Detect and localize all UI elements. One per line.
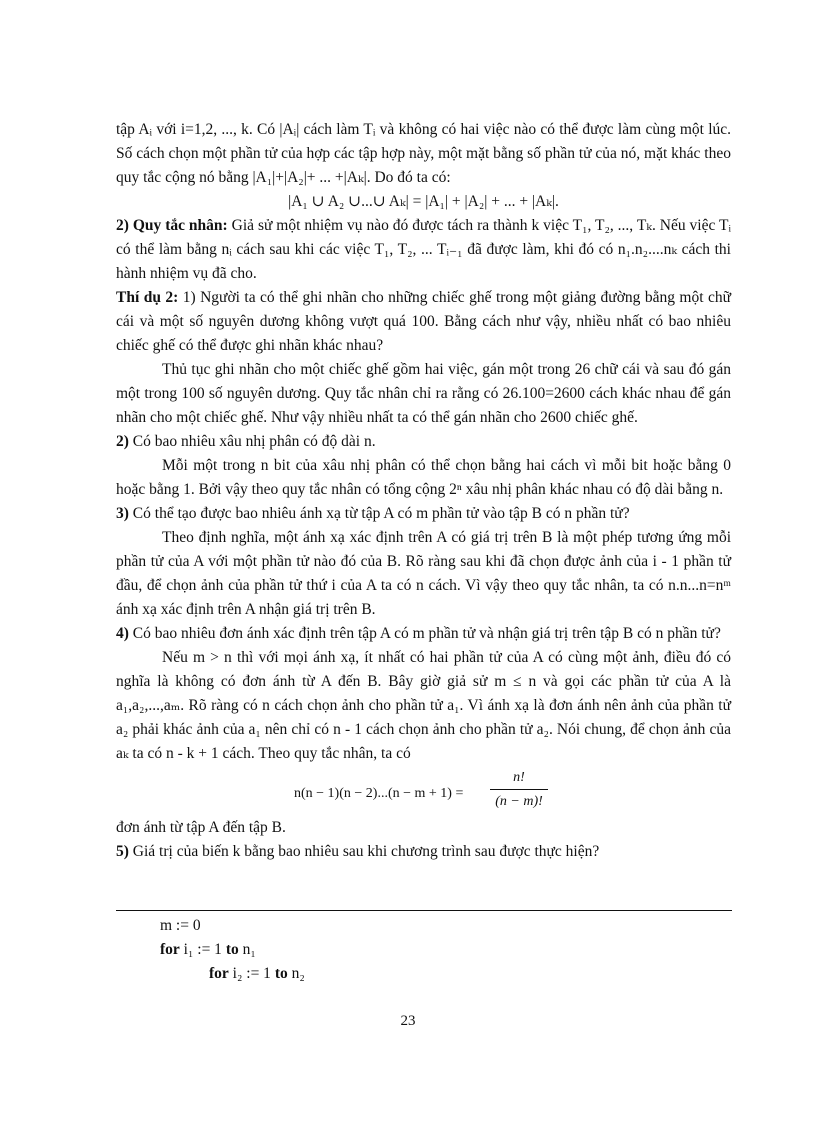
question-text: Có bao nhiêu xâu nhị phân có độ dài n.	[128, 433, 376, 450]
code-line-2	[160, 938, 305, 962]
code-block	[160, 914, 305, 986]
answer-1: Thủ tục ghi nhãn cho một chiếc ghế gồm hai việc, gán một trong 26 chữ cái và sau đó gán một trong 100 số nguyên dương. Quy tắc nhân chỉ ra rằng có 26.100=2600 cách khác nhau để gán nhãn cho một chiếc ghế. Như vậy nhiều nhất ta có thể gán nhãn cho 2600 chiếc ghế.	[116, 361, 731, 426]
para-sum-rule-end	[116, 118, 731, 190]
fraction-numerator: n!	[513, 770, 525, 785]
question-text: Có bao nhiêu đơn ánh xác định trên tập A có m phần tử và nhận giá trị trên tập B có n phần tử?	[128, 625, 721, 642]
text-line: cùng một lúc. Số cách chọn một phần tử của hợp các tập hợp này, một mặt bằng số phần	[116, 121, 732, 162]
example-2-q4	[116, 622, 731, 646]
text-line: tử của nó, mặt khác theo quy tắc cộng nó bằng |A₁|+|A₂|+ ... +|Aₖ|. Do đó ta có:	[116, 145, 731, 186]
page-number: 23	[400, 1013, 416, 1029]
product-rule-text: Giả sử một nhiệm vụ nào đó được tách ra thành k việc T₁, T₂, ..., Tₖ. Nếu việc Tᵢ có thể làm bằng nᵢ cách sau khi các việc T₁, T₂, ... Tᵢ₋₁ đã được làm, khi đó có n₁.n₂....nₖ cách thi hành nhiệm vụ đã cho.	[116, 217, 731, 282]
question-text: 1) Người ta có thể ghi nhãn cho những chiếc ghế trong một giảng đường bằng một chữ cái và một số nguyên dương không vượt quá 100. Bằng cách như vậy, nhiều nhất có bao nhiêu chiếc ghế có thể được ghi nhãn khác nhau?	[116, 289, 731, 354]
question-number: 5)	[116, 843, 129, 860]
question-number: 4)	[116, 625, 129, 642]
question-number: 3)	[116, 505, 129, 522]
answer-3: Theo định nghĩa, một ánh xạ xác định trên A có giá trị trên B là một phép tương ứng mỗi phần tử của A với một phần tử nào đó của B. Rõ ràng sau khi đã chọn được ảnh của i - 1 phần tử đầu, để chọn ảnh của phần tử thứ i của A ta có n cách. Vì vậy theo quy tắc nhân, ta có n.n...n=nᵐ ánh xạ xác định trên A nhận giá trị trên B.	[116, 529, 731, 618]
page-body	[116, 118, 731, 864]
keyword-for: for	[209, 965, 229, 982]
answer-2: Mỗi một trong n bit của xâu nhị phân có thể chọn bằng hai cách vì mỗi bit hoặc bằng 0 hoặc bằng 1. Bởi vậy theo quy tắc nhân có tổng cộng 2ⁿ xâu nhị phân khác nhau có độ dài bằng n.	[116, 457, 731, 498]
code-text: n₂	[287, 965, 305, 982]
union-formula: |A₁ ∪ A₂ ∪...∪ Aₖ| = |A₁| + |A₂| + ... + |Aₖ|.	[288, 193, 559, 210]
keyword-to: to	[274, 965, 288, 982]
code-line-3	[160, 962, 305, 986]
code-text: i₁ := 1	[179, 941, 226, 958]
keyword-to: to	[225, 941, 239, 958]
example-2-q3	[116, 502, 731, 526]
fraction-bar	[490, 789, 548, 790]
keyword-for: for	[160, 941, 180, 958]
answer-4-end: đơn ánh từ tập A đến tập B.	[116, 819, 286, 836]
code-text: i₂ := 1	[228, 965, 275, 982]
formula-lhs: n(n − 1)(n − 2)...(n − m + 1) =	[294, 786, 464, 801]
formula-fraction	[490, 768, 548, 812]
example-2-heading: Thí dụ 2:	[116, 289, 179, 306]
question-text: Có thể tạo được bao nhiêu ánh xạ từ tập A có m phần tử vào tập B có n phần tử?	[128, 505, 630, 522]
question-number: 2)	[116, 433, 129, 450]
code-text: n₁	[238, 941, 256, 958]
product-rule-paragraph	[116, 214, 731, 286]
example-2-q1	[116, 286, 731, 358]
code-divider	[116, 910, 732, 911]
injection-count-formula	[116, 766, 731, 816]
product-rule-heading: 2) Quy tắc nhân:	[116, 217, 228, 234]
example-2-q5	[116, 840, 731, 864]
text-line: tập Aᵢ với i=1,2, ..., k. Có |Aᵢ| cách làm Tᵢ và không có hai việc nào có thể được làm	[116, 121, 642, 138]
answer-4: Nếu m > n thì với mọi ánh xạ, ít nhất có hai phần tử của A có cùng một ảnh, điều đó có nghĩa là không có đơn ánh từ A đến B. Bây giờ giả sử m ≤ n và gọi các phần tử của A là a₁,a₂,...,aₘ. Rõ ràng có n cách chọn ảnh cho phần tử a₁. Vì ánh xạ là đơn ánh nên ảnh của phần tử a₂ phải khác ảnh của a₁ nên chỉ có n - 1 cách chọn ảnh cho phần tử a₂. Nói chung, để chọn ảnh của aₖ ta có n - k + 1 cách. Theo quy tắc nhân, ta có	[116, 649, 731, 762]
question-text: Giá trị của biến k bằng bao nhiêu sau khi chương trình sau được thực hiện?	[128, 843, 600, 860]
fraction-denominator: (n − m)!	[495, 794, 543, 809]
code-line-1: m := 0	[160, 917, 201, 934]
example-2-q2	[116, 430, 731, 454]
